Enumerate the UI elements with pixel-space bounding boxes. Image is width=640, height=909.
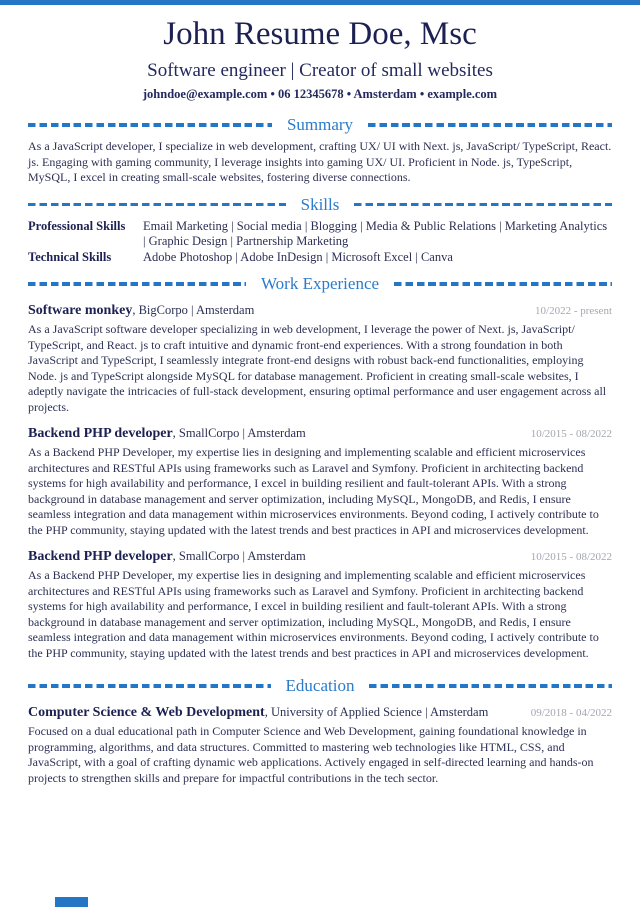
job-title-line <box>28 547 306 565</box>
dashed-rule-right <box>369 684 612 687</box>
job-entry <box>28 547 612 661</box>
dashed-rule-right <box>368 123 612 126</box>
footer-brand-mark <box>55 897 88 907</box>
education-description: Focused on a dual educational path in Computer Science and Web Development, gaining foundational knowledge in programming, algorithms, and data structures. Committed to mastering web technologies like HTML, CSS, and JavaScript, with a goal of crafting dynamic web applications. Actively engaged in self-directed learning and hands-on projects to strengthen skills and prepare for impactful contributions in the tech sector. <box>28 724 594 785</box>
section-title-skills: Skills <box>300 194 340 214</box>
job-role: Backend PHP developer <box>28 549 173 564</box>
job-dates: 10/2015 - 08/2022 <box>530 428 612 440</box>
skill-list: Email Marketing | Social media | Blogging | Media & Public Relations | Marketing Analytics | Graphic Design | Partnership Marketing <box>143 218 608 248</box>
job-dates: 10/2022 - present <box>535 305 612 317</box>
section-title-work-experience: Work Experience <box>260 274 380 293</box>
job-dates: 10/2015 - 08/2022 <box>530 551 612 563</box>
dashed-rule-left <box>28 203 286 206</box>
section-header-summary <box>28 115 612 135</box>
section-title-education: Education <box>285 676 355 695</box>
education-entry-header <box>28 703 612 721</box>
job-entry <box>28 424 612 538</box>
job-company-location: , SmallCorpo | Amsterdam <box>172 549 306 563</box>
education-program: Computer Science & Web Development <box>28 705 265 720</box>
skill-category-label: Professional Skills <box>28 218 126 233</box>
education-institution-location: , University of Applied Science | Amsterdam <box>264 705 489 719</box>
education-entry <box>28 703 612 786</box>
skill-category-label: Technical Skills <box>28 249 112 264</box>
skills-row-technical <box>28 250 612 266</box>
dashed-rule-right <box>394 282 612 285</box>
dashed-rule-left <box>28 282 246 285</box>
education-dates: 09/2018 - 04/2022 <box>530 707 612 719</box>
job-description: As a Backend PHP Developer, my expertise lies in designing and implementing scalable and efficient microservices architectures and RESTful APIs using frameworks such as Laravel and Symfony. Proficient in architecting backend systems for high availability and performance, I excel in building resilient and fault-tolerant APIs. With a strong background in database management and server optimization, including MySQL, MongoDB, and Redis, I ensure seamless integration and data management within microservices environments. Beyond coding, I actively contribute to the PHP community, staying updated with the latest trends and best practices in API and microservices development. <box>28 568 599 660</box>
section-header-education <box>28 676 612 696</box>
job-description: As a Backend PHP Developer, my expertise lies in designing and implementing scalable and efficient microservices architectures and RESTful APIs using frameworks such as Laravel and Symfony. Proficient in architecting backend systems for high availability and performance, I excel in building resilient and fault-tolerant APIs. With a strong background in database management and server optimization, including MySQL, MongoDB, and Redis, I ensure seamless integration and data management within microservices environments. Beyond coding, I actively contribute to the PHP community, staying updated with the latest trends and best practices in API and microservices development. <box>28 445 599 537</box>
skills-table <box>28 219 612 266</box>
job-tagline: Software engineer | Creator of small websites <box>147 60 493 81</box>
section-header-skills <box>28 195 612 215</box>
contact-line: johndoe@example.com • 06 12345678 • Amsterdam • example.com <box>142 87 498 101</box>
job-entry <box>28 301 612 415</box>
job-entry-header <box>28 547 612 565</box>
section-title-summary: Summary <box>286 115 354 134</box>
summary-text: As a JavaScript developer, I specialize in web development, crafting UX/ UI with Next. js, JavaScript/ TypeScript, React. js. Engaging with gaming community, I leverage insights into gaming UX/ UI. Proficient in Node. js, TypeScript, MySQL, I excel in creating small-scale websites, fostering diverse connections. <box>28 139 612 184</box>
skills-row-professional <box>28 219 612 250</box>
section-header-work-experience <box>28 274 612 294</box>
dashed-rule-left <box>28 123 272 126</box>
job-company-location: , BigCorpo | Amsterdam <box>132 303 255 317</box>
job-title-line <box>28 301 254 319</box>
job-entry-header <box>28 301 612 319</box>
top-accent-bar <box>0 0 640 5</box>
resume-header <box>0 17 640 102</box>
job-role: Software monkey <box>28 303 133 318</box>
job-company-location: , SmallCorpo | Amsterdam <box>172 426 306 440</box>
dashed-rule-right <box>354 203 612 206</box>
education-title-line <box>28 703 488 721</box>
resume-content <box>0 115 640 786</box>
dashed-rule-left <box>28 684 271 687</box>
person-name: John Resume Doe, Msc <box>163 16 477 52</box>
job-entry-header <box>28 424 612 442</box>
job-description: As a JavaScript software developer specializing in web development, I leverage the power of Next. js, JavaScript/ TypeScript, and React. js to craft intuitive and dynamic front-end experiences. With a strong foundation in both JavaScript and TypeScript, I seamlessly integrate front-end designs with robust back-end functionalities, employing Node. js and TypeScript alongside MySQL for database management. Proficient in creating small-scale websites, I adeptly navigate the intricacies of full-stack development, ensuring optimal performance and user engagement across all projects. <box>28 322 607 414</box>
job-role: Backend PHP developer <box>28 426 173 441</box>
skill-list: Adobe Photoshop | Adobe InDesign | Microsoft Excel | Canva <box>143 249 453 264</box>
job-title-line <box>28 424 306 442</box>
